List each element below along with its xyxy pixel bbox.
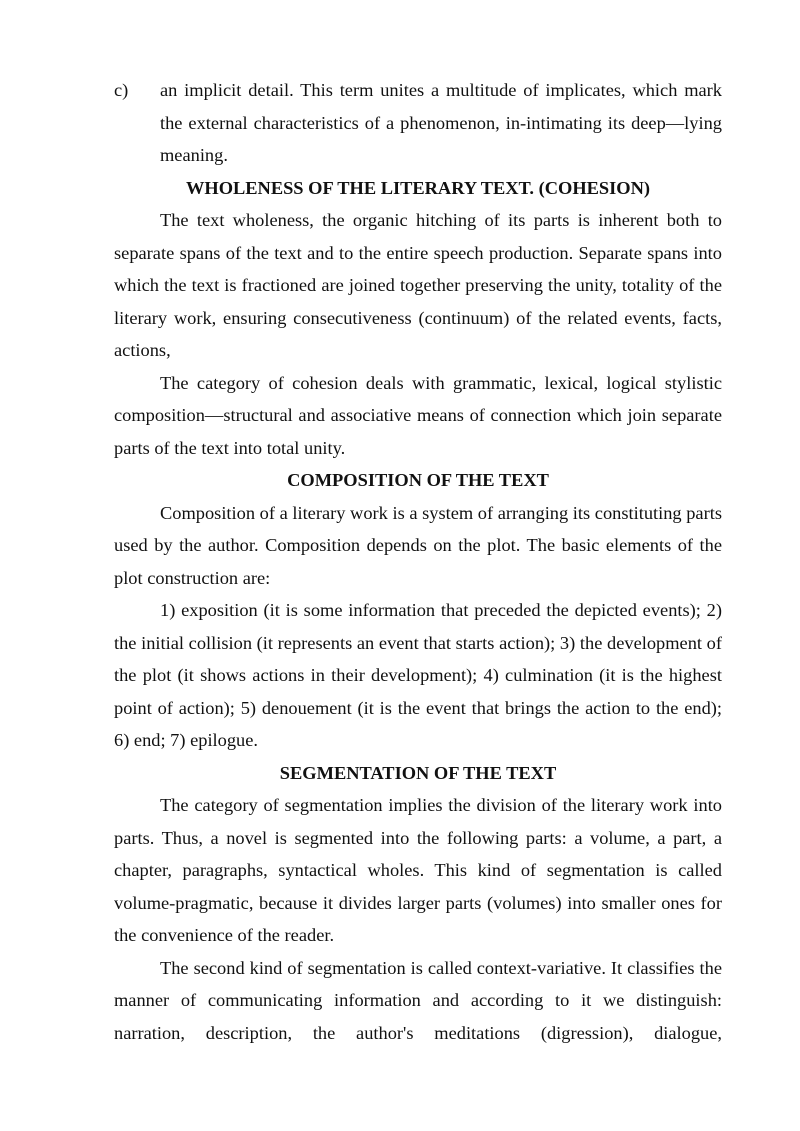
list-marker: c): [114, 80, 129, 100]
section-heading-segmentation: SEGMENTATION OF THE TEXT: [279, 762, 557, 783]
section-heading-cohesion: WHOLENESS OF THE LITERARY TEXT. (COHESION): [186, 177, 650, 198]
paragraph: Composition of a literary work is a system of arranging its constituting parts used by the author. Composition depends on the plot. The basic elements of the plot construction are:: [114, 502, 722, 588]
paragraph: 1) exposition (it is some information that preceded the depicted events); 2) the initial collision (it represents an event that starts action); 3) the development of the plot (it shows actions in their development); 4) culmination (it is the highest point of action); 5) denouement (it is the event that brings the action to the end); 6) end; 7) epilogue.: [114, 600, 722, 750]
paragraph: The second kind of segmentation is called context-variative. It classifies the manner of communicating information and according to it we distinguish: narration, description, the author's meditations (digression), dialogue,: [114, 957, 722, 1043]
document-page: [114, 74, 722, 1049]
paragraph: The text wholeness, the organic hitching of its parts is inherent both to separate spans of the text and to the entire speech production. Separate spans into which the text is fractioned are joined together preserving the unity, totality of the literary work, ensuring consecutiveness (continuum) of the related events, facts, actions,: [114, 210, 722, 360]
list-item-c: [114, 74, 722, 172]
paragraph: The category of segmentation implies the division of the literary work into parts. Thus, a novel is segmented into the following parts: a volume, a part, a chapter, paragraphs, syntactical wholes. This kind of segmentation is called volume-pragmatic, because it divides larger parts (volumes) into smaller ones for the convenience of the reader.: [114, 795, 722, 945]
paragraph: The category of cohesion deals with grammatic, lexical, logical stylistic composition—structural and associative means of connection which join separate parts of the text into total unity.: [114, 372, 722, 458]
list-item-text: an implicit detail. This term unites a multitude of implicates, which mark the external characteristics of a phenomenon, in-intimating its deep—lying meaning.: [160, 80, 722, 165]
section-heading-composition: COMPOSITION OF THE TEXT: [287, 470, 549, 490]
